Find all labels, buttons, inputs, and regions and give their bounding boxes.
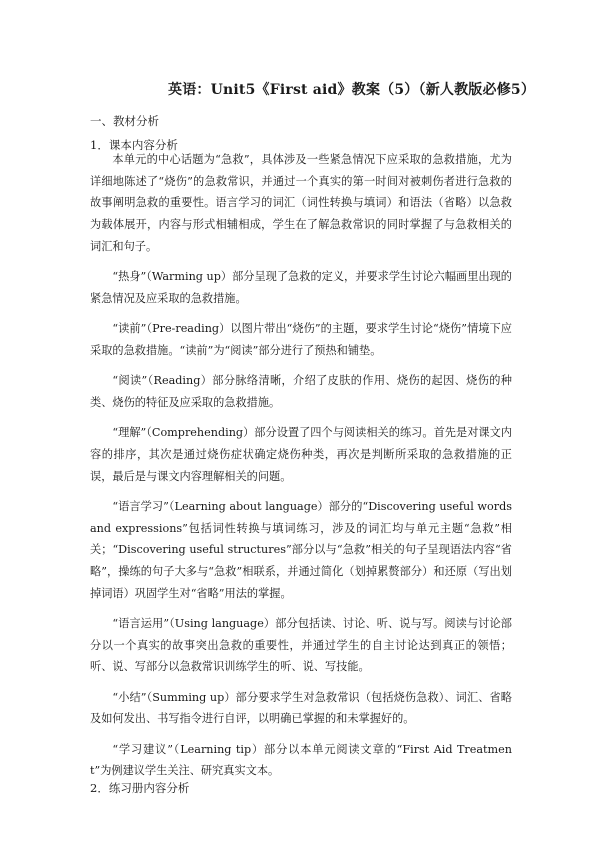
paragraph-warming-up: “热身”（Warming up）部分呈现了急救的定义，并要求学生讨论六幅画里出现的紧急情况及应采取的急救措施。 bbox=[90, 270, 512, 305]
paragraph-overview: 本单元的中心话题为“急救”，具体涉及一些紧急情况下应采取的急救措施，尤为详细地陈述了“烧伤”的急救常识，并通过一个真实的第一时间对被刺伤者进行急救的故事阐明急救的重要性。语言学习的词汇（词性转换与填词）和语法（省略）以急救为载体展开，内容与形式相辅相成，学生在了解急救常识的同时掌握了与急救相关的词汇和句子。 bbox=[90, 153, 512, 253]
paragraph-summing-up: “小结”（Summing up）部分要求学生对急救常识（包括烧伤急救）、词汇、省略及如何发出、书写指令进行自评，以明确已掌握的和未掌握好的。 bbox=[90, 690, 512, 726]
paragraph-using-language: “语言运用”（Using language）部分包括读、讨论、听、说与写。阅读与讨论部分以一个真实的故事突出急救的重要性，并通过学生的自主讨论达到真正的领悟；听、说、写部分以急救常识训练学生的听、说、写技能。 bbox=[90, 616, 512, 674]
body-text bbox=[90, 149, 512, 791]
document-title: 英语：Unit5《First aid》教案（5）（新人教版必修5） bbox=[168, 82, 536, 98]
section-heading-textbook-analysis: 一、教材分析 bbox=[90, 114, 159, 128]
paragraph-learning-tip: “学习建议”（Learning tip）部分以本单元阅读文章的“First Aid Treatment”为例建议学生关注、研究真实文本。 bbox=[90, 742, 512, 778]
subsection-heading-workbook-content: 2．练习册内容分析 bbox=[90, 781, 190, 795]
paragraph-comprehending: “理解”（Comprehending）部分设置了四个与阅读相关的练习。首先是对课文内容的排序，其次是通过烧伤症状确定烧伤种类，再次是判断所采取的急救措施的正误，最后是与课文内容理解相关的问题。 bbox=[90, 426, 512, 483]
paragraph-reading: “阅读”（Reading）部分脉络清晰，介绍了皮肤的作用、烧伤的起因、烧伤的种类、烧伤的特征及应采取的急救措施。 bbox=[90, 374, 512, 409]
paragraph-pre-reading: “读前”（Pre-reading）以图片带出“烧伤”的主题，要求学生讨论“烧伤”情境下应采取的急救措施。“读前”为“阅读”部分进行了预热和铺垫。 bbox=[90, 322, 512, 357]
paragraph-learning-about-language: “语言学习”（Learning about language）部分的“Discovering useful words and expressions”包括词性转换与填词练习，涉及的词汇均与单元主题“急救”相关；“Discovering useful structures”部分以与“急救”相关的句子呈现语法内容“省略”，操练的句子大多与“急救”相联系，并通过简化（划掉累赘部分）和还原（写出划掉词语）巩固学生对“省略”用法的掌握。 bbox=[90, 499, 512, 600]
subsection-heading-textbook-content: 1．课本内容分析 bbox=[90, 138, 178, 152]
